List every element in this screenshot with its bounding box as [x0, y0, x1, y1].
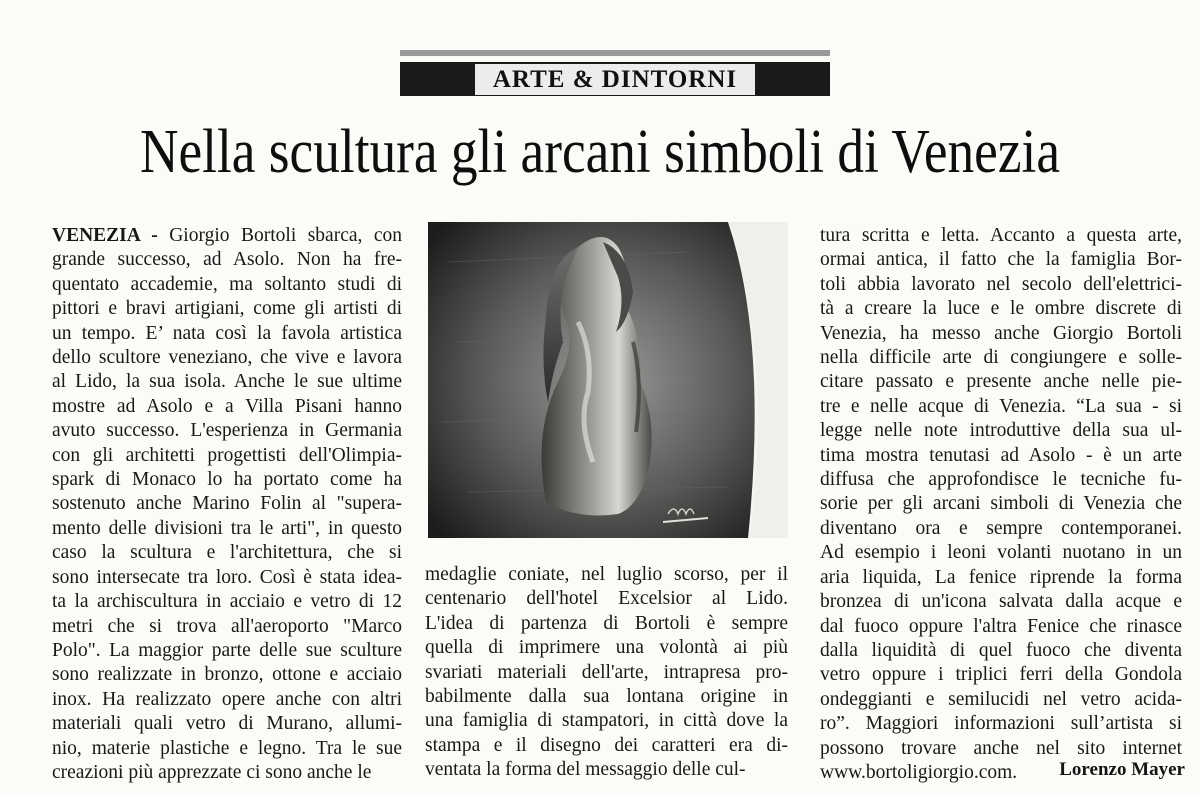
text-line: avuto successo. L'esperienza in Germania	[52, 420, 402, 442]
text-line: ormai antica, il fatto che la famiglia Bor-	[820, 249, 1182, 271]
article-column-1	[52, 224, 402, 785]
text-line: mostre ad Asolo e a Villa Pisani hanno	[52, 395, 402, 417]
text-line: centenario dell'hotel Excelsior al Lido.	[425, 588, 788, 610]
dateline: VENEZIA -	[52, 225, 158, 246]
text-line: quentato accademie, ma soltanto studi di	[52, 273, 402, 295]
text-line: dalla liquidità di quel fuoco che diventa	[820, 639, 1182, 661]
article-column-3	[820, 224, 1182, 785]
text-line: ro”. Maggiori informazioni sull’artista si	[820, 713, 1182, 735]
text-line: ondeggianti e semilucidi nel vetro acida-	[820, 688, 1182, 710]
text-line: una famiglia di stampatori, in città dove la	[425, 710, 788, 732]
text-line: sono realizzate in bronzo, ottone e acciaio	[52, 664, 402, 686]
text-line: tre e nelle acque di Venezia. “La sua - si	[820, 395, 1182, 417]
text-line: toli abbia lavorato nel secolo dell'elettrici-	[820, 273, 1182, 295]
text-line: quella di imprimere una volontà ai più	[425, 637, 788, 659]
section-bar	[400, 62, 830, 96]
text-line: diventano ora e sempre contemporanei.	[820, 517, 1182, 539]
text-line: creazioni più apprezzate ci sono anche le	[52, 761, 372, 783]
text-line: vetro oppure i triplici ferri della Gondola	[820, 664, 1182, 686]
section-header	[400, 50, 830, 98]
byline: Lorenzo Mayer	[1059, 759, 1185, 780]
text-line: sorie per gli arcani simboli di Venezia che	[820, 493, 1182, 515]
text-line: Ad esempio i leoni volanti nuotano in un	[820, 542, 1182, 564]
text-line: aria liquida, La fenice riprende la forma	[820, 566, 1182, 588]
section-rule	[400, 50, 830, 56]
text-line: caso la scultura e l'architettura, che si	[52, 542, 402, 564]
text-line: stampa e il disegno dei caratteri era di-	[425, 734, 788, 756]
text-line: Venezia, ha messo anche Giorgio Bortoli	[820, 322, 1182, 344]
text-line: medaglie coniate, nel luglio scorso, per il	[425, 564, 788, 585]
text-line: Polo". La maggior parte delle sue sculture	[52, 639, 402, 661]
text-line: tura scritta e letta. Accanto a questa arte,	[820, 225, 1182, 246]
article-column-2	[425, 563, 788, 783]
text-line: legge nelle note introduttive della sua ul-	[820, 420, 1182, 442]
text-line: inox. Ha realizzato opere anche con altri	[52, 688, 402, 710]
text-line: citare passato e presente anche nelle pie-	[820, 371, 1182, 393]
text-line: svariati materiali dell'arte, intrapresa pro-	[425, 661, 788, 683]
text-line: grande successo, ad Asolo. Non ha fre-	[52, 249, 402, 271]
text-line: al Lido, la sua isola. Anche le sue ultime	[52, 371, 402, 393]
text-line: nella difficile arte di congiungere e solle-	[820, 347, 1182, 369]
text-line: dello scultore veneziano, che vive e lavora	[52, 347, 402, 369]
text-line: dal fuoco oppure l'altra Fenice che rinasce	[820, 615, 1182, 637]
text-line: spark di Monaco lo ha portato come ha	[52, 469, 402, 491]
sculpture-image	[428, 222, 788, 538]
text-line: mento delle divisioni tra le arti", in questo	[52, 517, 402, 539]
text-line: possono trovare anche nel sito internet	[820, 737, 1182, 759]
text-line: babilmente dalla sua lontana origine in	[425, 686, 788, 708]
text-line: materiali quali vetro di Murano, allumi-	[52, 713, 402, 735]
text-line: tà a creare la luce e le ombre discrete di	[820, 298, 1182, 320]
text-line: ta la archiscultura in acciaio e vetro di 12	[52, 591, 402, 613]
text-line-rest: Giorgio Bortoli sbarca, con	[157, 225, 402, 246]
text-line	[52, 224, 402, 248]
section-label: ARTE & DINTORNI	[475, 64, 755, 95]
text-line: con gli architetti progettisti dell'Olimpia-	[52, 444, 402, 466]
text-line: ventata la forma del messaggio delle cul-	[425, 759, 746, 781]
text-line: un tempo. E’ nata così la favola artistica	[52, 322, 402, 344]
article-headline: Nella scultura gli arcani simboli di Venezia	[140, 118, 1060, 186]
text-line: tima mostra tenutasi ad Asolo - è un arte	[820, 444, 1182, 466]
text-line: pittori e bravi artigiani, come gli artisti di	[52, 298, 402, 320]
text-line: sostenuto anche Marino Folin al "supera-	[52, 493, 402, 515]
text-line: bronzea di un'icona salvata dalla acque e	[820, 591, 1182, 613]
text-line: metri che si trova all'aeroporto "Marco	[52, 615, 402, 637]
text-line: L'idea di partenza di Bortoli è sempre	[425, 612, 788, 634]
text-line: diffusa che approfondisce le tecniche fu-	[820, 469, 1182, 491]
text-line: nio, materie plastiche e legno. Tra le sue	[52, 737, 402, 759]
text-line: www.bortoligiorgio.com.	[820, 761, 1018, 783]
text-line: sono intersecate tra loro. Così è stata idea-	[52, 566, 402, 588]
sculpture-photo	[428, 222, 788, 538]
